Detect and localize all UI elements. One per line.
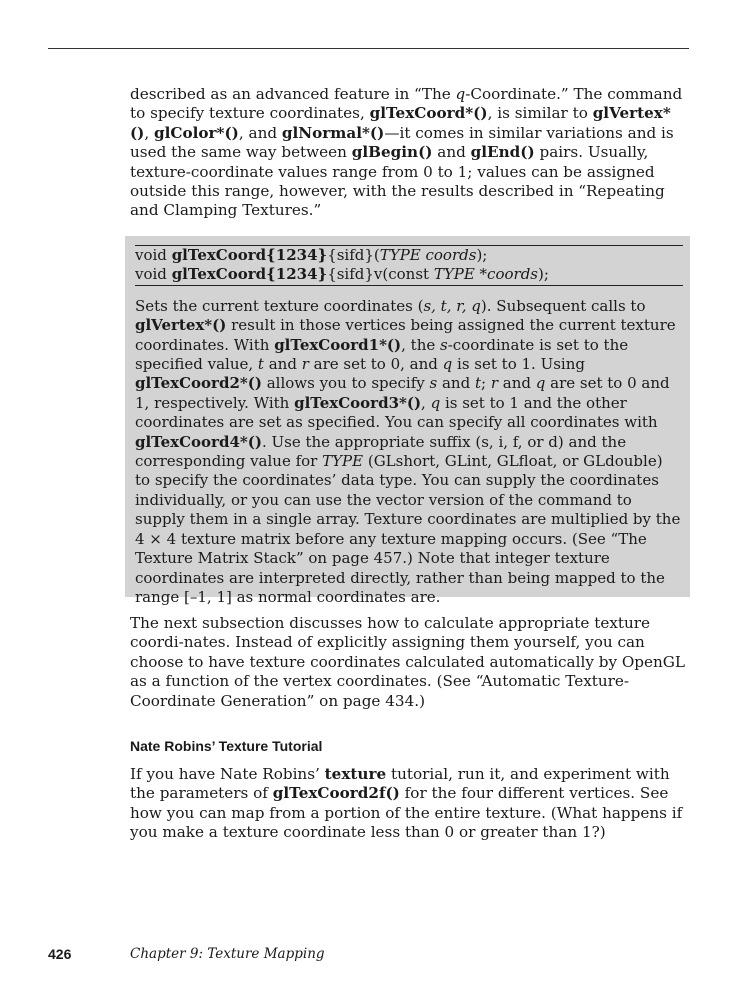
function-signatures (135, 246, 683, 285)
tutorial-paragraph: If you have Nate Robins’ texture tutorial, run it, and experiment with the parameters of glTexCoord2f() for the four different vertices. See how you can map from a portion of the entire texture. (What happens if you make a texture coordinate less than 0 or greater than 1?) (130, 765, 683, 842)
section-heading: Nate Robins’ Texture Tutorial (130, 738, 323, 754)
chapter-title: Chapter 9: Texture Mapping (130, 946, 325, 962)
intro-paragraph: described as an advanced feature in “The q-Coordinate.” The command to specify texture coordinates, glTexCoord*(), is similar to glVertex*(), glColor*(), and glNormal*()—it comes in similar variations and is used the same way between glBegin() and glEnd() pairs. Usually, texture-coordinate values range from 0 to 1; values can be assigned outside this range, however, with the results described in “Repeating and Clamping Textures.” (130, 85, 683, 220)
header-rule (48, 48, 689, 49)
command-description: Sets the current texture coordinates (s, t, r, q). Subsequent calls to glVertex*() result in those vertices being assigned the current texture coordinates. With glTexCoord1*(), the s-coordinate is set to the specified value, t and r are set to 0, and q is set to 1. Using glTexCoord2*() allows you to specify s and t; r and q are set to 0 and 1, respectively. With glTexCoord3*(), q is set to 1 and the other coordinates are set as specified. You can specify all coordinates with glTexCoord4*(). Use the appropriate suffix (s, i, f, or d) and the corresponding value for TYPE (GLshort, GLint, GLfloat, or GLdouble) to specify the coordinates’ data type. You can supply the coordinates individually, or you can use the vector version of the command to supply them in a single array. Texture coordinates are multiplied by the 4 × 4 texture matrix before any texture mapping occurs. (See “The Texture Matrix Stack” on page 457.) Note that integer texture coordinates are interpreted directly, rather than being mapped to the range [–1, 1] as normal coordinates are. (135, 296, 681, 606)
signature-line: void glTexCoord{1234}{sifd}v(const TYPE *coords); (135, 265, 549, 284)
page-number: 426 (48, 946, 72, 962)
signature-line: void glTexCoord{1234}{sifd}(TYPE coords); (135, 246, 488, 264)
subsection-paragraph: The next subsection discusses how to calculate appropriate texture coordi-nates. Instead of explicitly assigning them yourself, you can choose to have texture coordinates calculated automatically by OpenGL as a function of the vertex coordinates. (See “Automatic Texture-Coordinate Generation” on page 434.) (130, 614, 686, 710)
signature-bottom-rule (135, 285, 683, 286)
command-summary-box (125, 236, 690, 606)
